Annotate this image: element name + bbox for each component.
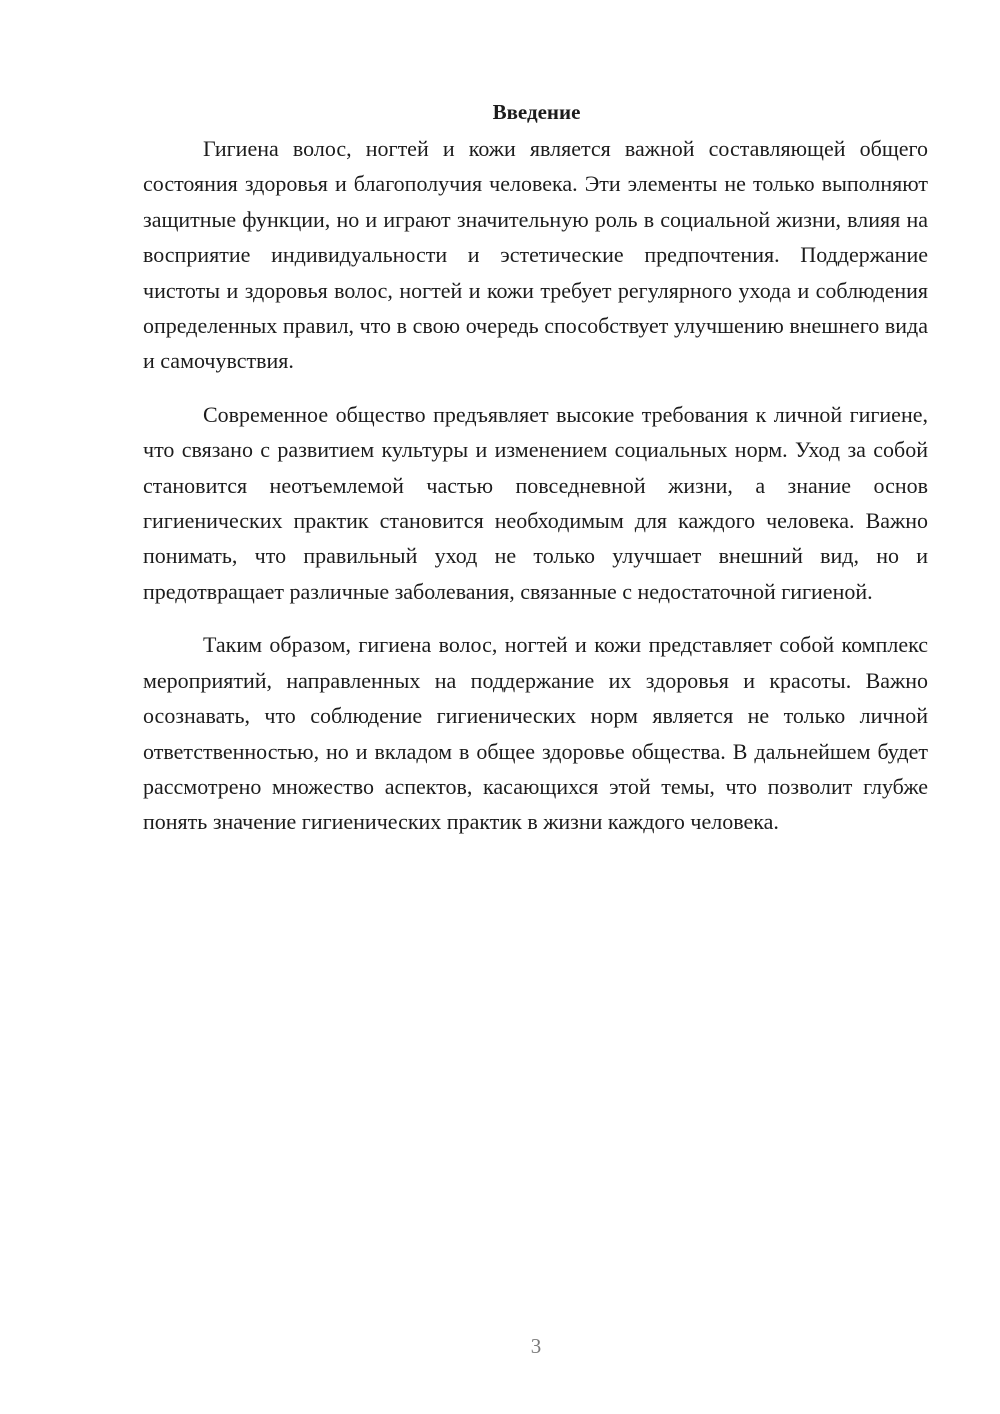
intro-paragraph-1: Гигиена волос, ногтей и кожи является важной составляющей общего состояния здоровья и благополучия человека. Эти элементы не только выполняют защитные функции, но и играют значительную роль в социальной жизни, влияя на восприятие индивидуальности и эстетические предпочтения. Поддержание чистоты и здоровья волос, ногтей и кожи требует регулярного ухода и соблюдения определенных правил, что в свою очередь способствует улучшению внешнего вида и самочувствия. xyxy=(143,136,928,374)
intro-paragraph-2: Современное общество предъявляет высокие требования к личной гигиене, что связано с развитием культуры и изменением социальных норм. Уход за собой становится неотъемлемой частью повседневной жизни, а знание основ гигиенических практик становится необходимым для каждого человека. Важно понимать, что правильный уход не только улучшает внешний вид, но и предотвращает различные заболевания, связанные с недостаточной гигиеной. xyxy=(143,401,928,604)
page-number: 3 xyxy=(530,1334,542,1358)
section-title: Введение xyxy=(492,100,581,124)
intro-paragraph-3: Таким образом, гигиена волос, ногтей и кожи представляет собой комплекс мероприятий, направленных на поддержание их здоровья и красоты. Важно осознавать, что соблюдение гигиенических норм является не только личной ответственностью, но и вкладом в общее здоровье общества. В дальнейшем будет рассмотрено множество аспектов, касающихся этой темы, что позволит глубже понять значение гигиенических практик в жизни каждого человека. xyxy=(143,632,928,835)
page-body xyxy=(143,97,928,858)
